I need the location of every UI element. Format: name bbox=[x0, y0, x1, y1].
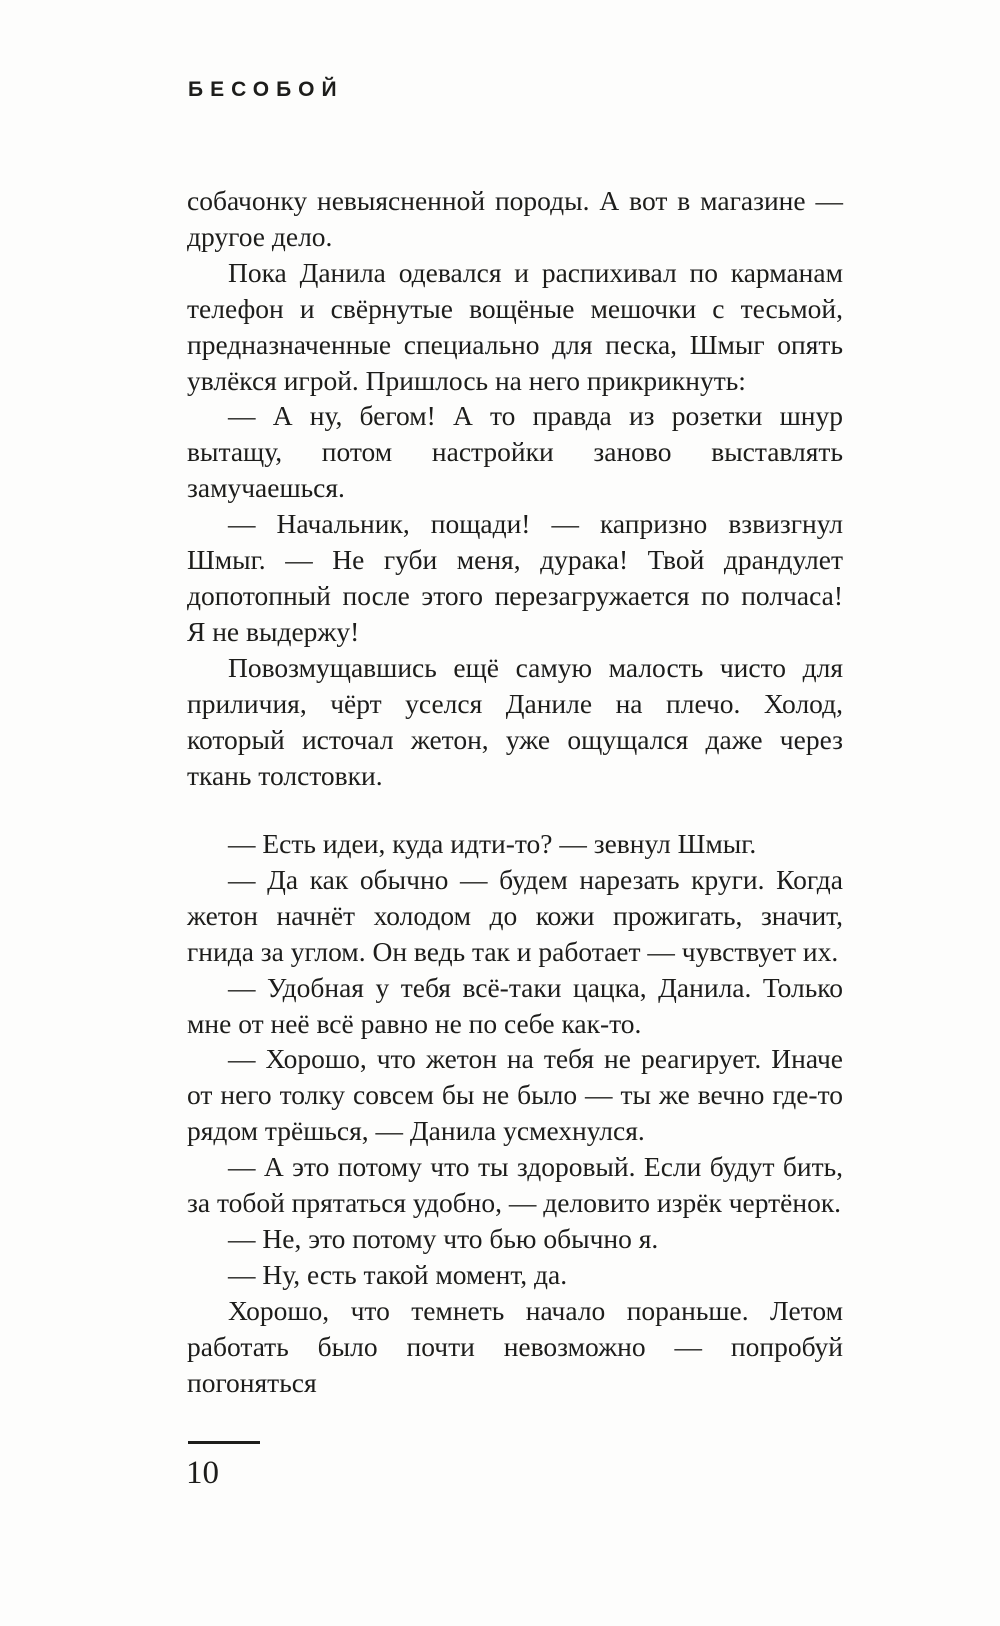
paragraph: Пока Данила одевался и распихивал по карманам телефон и свёрнутые вощёные мешочки с тесьмой, предназначенные специально для песка, Шмыг опять увлёкся игрой. Пришлось на него прикрикнуть: bbox=[187, 256, 843, 396]
paragraph: — Начальник, пощади! — капризно взвизгнул Шмыг. — Не губи меня, дурака! Твой драндулет допотопный после этого перезагружается по полчаса! Я не выдержу! bbox=[187, 508, 843, 647]
running-head: БЕСОБОЙ bbox=[188, 78, 344, 101]
paragraph: — А это потому что ты здоровый. Если будут бить, за тобой прятаться удобно, — деловито изрёк чертёнок. bbox=[187, 1151, 843, 1219]
text-section-1 bbox=[187, 183, 843, 793]
paragraph: — Хорошо, что жетон на тебя не реагирует. Иначе от него толку совсем бы не было — ты же вечно где-то рядом трёшься, — Данила усмехнулся. bbox=[187, 1043, 843, 1147]
text-section-2 bbox=[187, 826, 843, 1401]
paragraph: — Не, это потому что бью обычно я. bbox=[228, 1222, 659, 1254]
paragraph: Хорошо, что темнеть начало пораньше. Летом работать было почти невозможно — попробуй погоняться bbox=[187, 1294, 843, 1398]
folio-rule bbox=[188, 1441, 260, 1444]
paragraph: — А ну, бегом! А то правда из розетки шнур вытащу, потом настройки заново выставлять замучаешься. bbox=[187, 400, 843, 504]
paragraph: — Есть идеи, куда идти-то? — зевнул Шмыг. bbox=[228, 828, 757, 859]
paragraph: — Ну, есть такой момент, да. bbox=[228, 1258, 568, 1290]
page-number: 10 bbox=[186, 1455, 219, 1491]
paragraph: собачонку невыясненной породы. А вот в магазине — другое дело. bbox=[187, 185, 843, 252]
paragraph: — Да как обычно — будем нарезать круги. Когда жетон начнёт холодом до кожи прожигать, значит, гнида за углом. Он ведь так и работает — чувствует их. bbox=[187, 863, 843, 967]
paragraph: — Удобная у тебя всё-таки цацка, Данила. Только мне от неё всё равно не по себе как-то. bbox=[187, 971, 843, 1039]
paragraph: Повозмущавшись ещё самую малость чисто для приличия, чёрт уселся Даниле на плечо. Холод, который источал жетон, уже ощущался даже через ткань толстовки. bbox=[187, 651, 843, 791]
